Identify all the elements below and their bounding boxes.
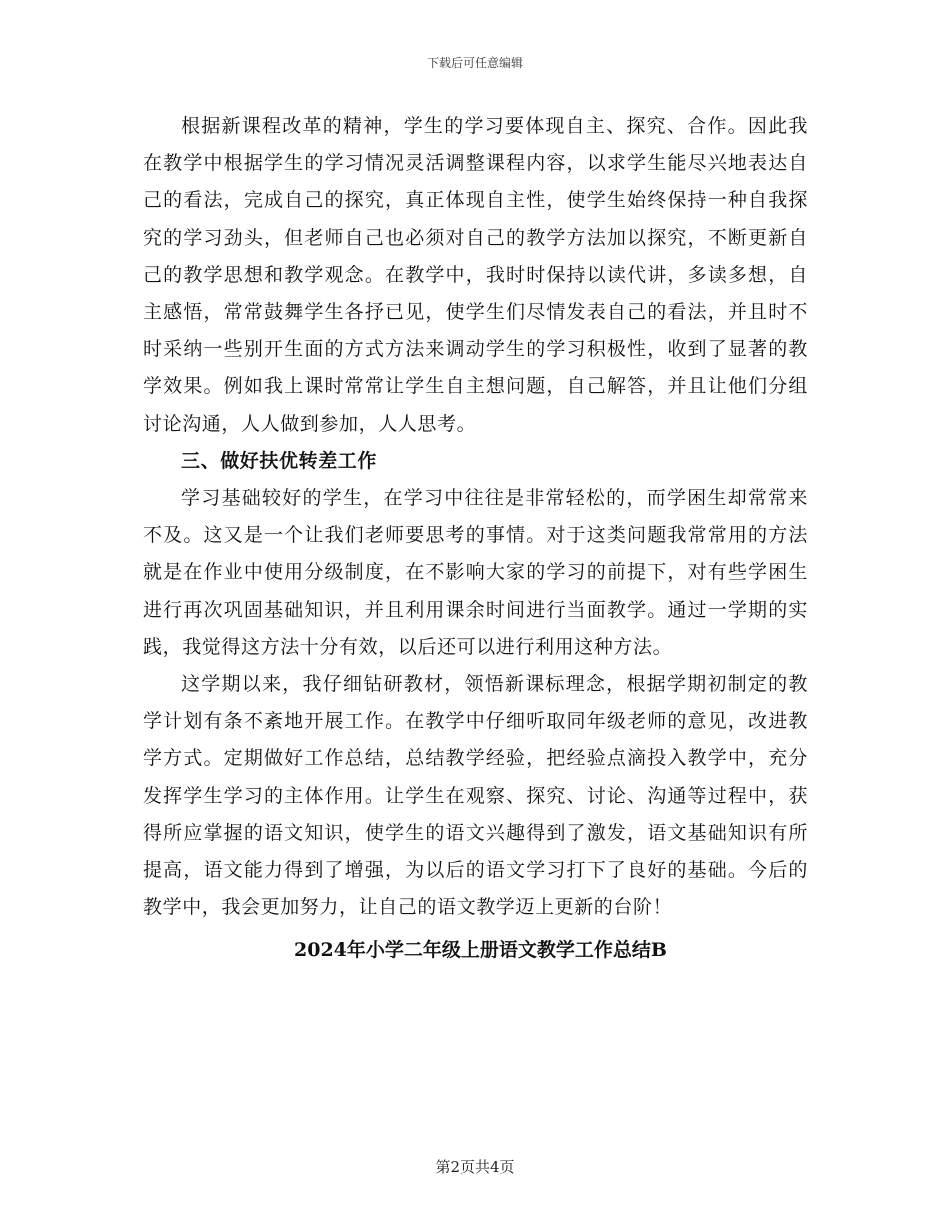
page-number: 第2页共4页 [435,1158,515,1176]
document-body [143,108,808,970]
paragraph-tiered-support: 学习基础较好的学生，在学习中往往是非常轻松的，而学困生却常常来不及。这又是一个让我们老师要思考的事情。对于这类问题我常常用的方法就是在作业中使用分级制度，在不影响大家的学习的前提下，对有些学困生进行再次巩固基础知识，并且利用课余时间进行当面教学。通过一学期的实践，我觉得这方法十分有效，以后还可以进行利用这种方法。 [143,487,808,658]
next-document-title: 2024年小学二年级上册语文教学工作总结B [294,939,667,962]
paragraph-semester-summary: 这学期以来，我仔细钻研教材，领悟新课标理念，根据学期初制定的教学计划有条不紊地开展工作。在教学中仔细听取同年级老师的意见，改进教学方式。定期做好工作总结，总结教学经验，把经验点滴投入教学中，充分发挥学生学习的主体作用。让学生在观察、探究、讨论、沟通等过程中，获得所应掌握的语文知识，使学生的语文兴趣得到了激发，语文基础知识有所提高，语文能力得到了增强，为以后的语文学习打下了良好的基础。今后的教学中，我会更加努力，让自己的语文教学迈上更新的台阶！ [143,673,808,919]
paragraph-inquiry-learning: 根据新课程改革的精神，学生的学习要体现自主、探究、合作。因此我在教学中根据学生的学习情况灵活调整课程内容，以求学生能尽兴地表达自己的看法，完成自己的探究，真正体现自主性，使学生始终保持一种自我探究的学习劲头，但老师自己也必须对自己的教学方法加以探究，不断更新自己的教学思想和教学观念。在教学中，我时时保持以读代讲，多读多想，自主感悟，常常鼓舞学生各抒已见，使学生们尽情发表自己的看法，并且时不时采纳一些别开生面的方式方法来调动学生的学习积极性，收到了显著的教学效果。例如我上课时常常让学生自主想问题，自己解答，并且让他们分组讨论沟通，人人做到参加，人人思考。 [143,115,808,435]
page-header-note: 下载后可任意编辑 [426,56,523,70]
section-heading-3: 三、做好扶优转差工作 [181,449,378,472]
